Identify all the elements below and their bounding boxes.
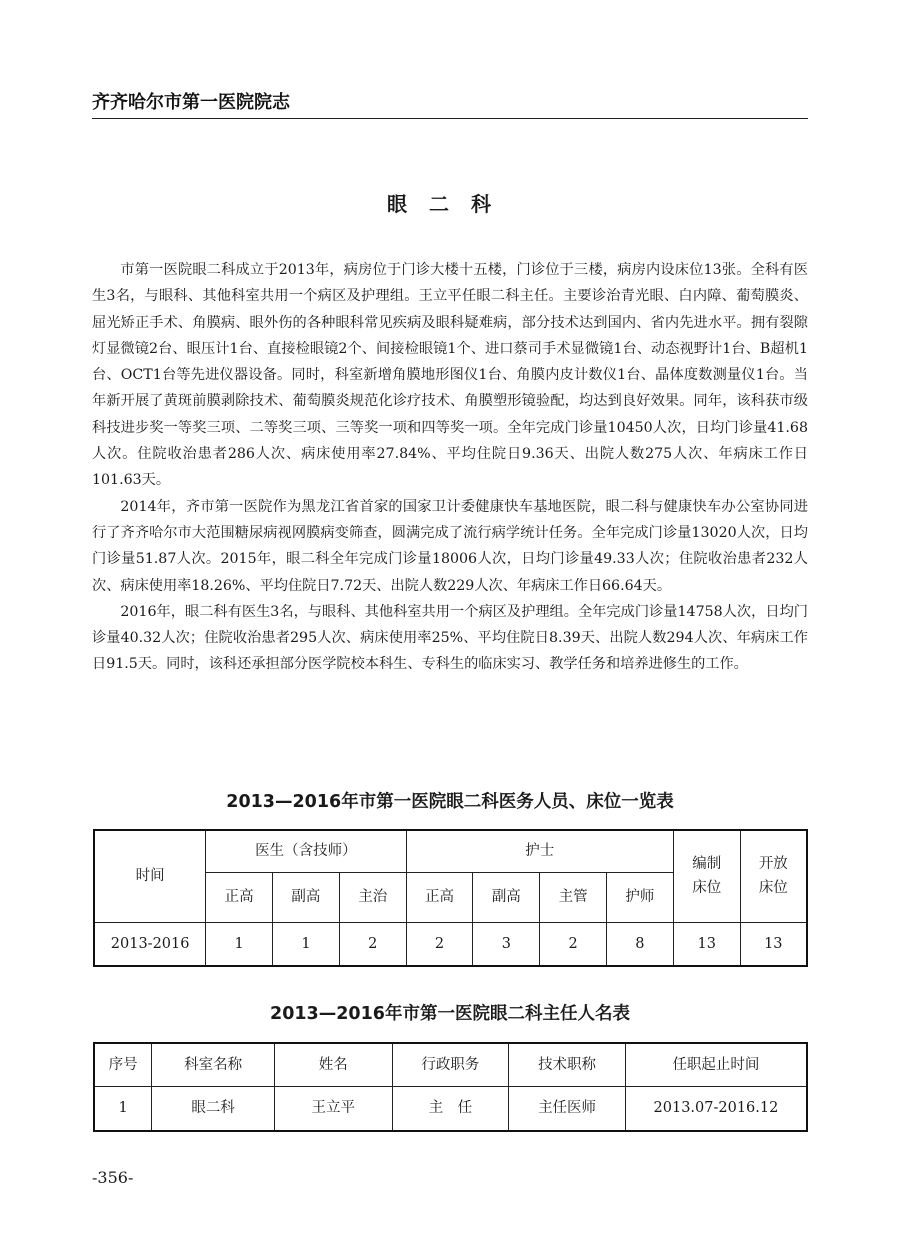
director-table-title: 2013—2016年市第一医院眼二科主任人名表 [270,1004,630,1024]
director-table [93,1042,808,1132]
table-header-row [94,1043,807,1086]
cell-planned-beds: 13 [673,922,740,966]
header-nurse-associate: 副高 [473,872,540,922]
cell-seq: 1 [94,1086,152,1131]
header-rule [92,118,808,119]
header-open-beds: 开放 床位 [740,830,807,922]
header-doctor-associate: 副高 [273,872,340,922]
header-admin-title: 行政职务 [392,1043,509,1086]
staff-table-title: 2013—2016年市第一医院眼二科医务人员、床位一览表 [226,792,674,812]
cell-admin-title: 主 任 [392,1086,509,1131]
table-row [94,1086,807,1131]
header-nurse-supervisor: 主管 [540,872,607,922]
cell-time: 2013-2016 [94,922,206,966]
header-nurse-group: 护士 [406,830,673,872]
header-nurse-practitioner: 护师 [607,872,674,922]
cell-doctor-senior: 1 [206,922,273,966]
cell-term: 2013.07-2016.12 [625,1086,807,1131]
cell-name: 王立平 [274,1086,392,1131]
header-time: 时间 [94,830,206,922]
page-number: -356- [92,1168,134,1187]
header-term: 任职起止时间 [625,1043,807,1086]
paragraph: 市第一医院眼二科成立于2013年，病房位于门诊大楼十五楼，门诊位于三楼，病房内设床位13张。全科有医生3名，与眼科、其他科室共用一个病区及护理组。王立平任眼二科主任。主要诊治青光眼、白内障、葡萄膜炎、屈光矫正手术、角膜病、眼外伤的各种眼科常见疾病及眼科疑难病，部分技术达到国内、省内先进水平。拥有裂隙灯显微镜2台、眼压计1台、直接检眼镜2个、间接检眼镜1个、进口蔡司手术显微镜1台、动态视野计1台、B超机1台、OCT1台等先进仪器设备。同时，科室新增角膜地形图仪1台、角膜内皮计数仪1台、晶体度数测量仪1台。当年新开展了黄斑前膜剥除技术、葡萄膜炎规范化诊疗技术、角膜塑形镜验配，均达到良好效果。同年，该科获市级科技进步奖一等奖三项、二等奖三项、三等奖一项和四等奖一项。全年完成门诊量10450人次，日均门诊量41.68人次。住院收治患者286人次、病床使用率27.84%、平均住院日9.36天、出院人数275人次、年病床工作日101.63天。 [92,262,808,489]
paragraph: 2016年，眼二科有医生3名，与眼科、其他科室共用一个病区及护理组。全年完成门诊量14758人次，日均门诊量40.32人次；住院收治患者295人次、病床使用率25%、平均住院日8.39天、出院人数294人次、年病床工作日91.5天。同时，该科还承担部分医学院校本科生、专科生的临床实习、教学任务和培养进修生的工作。 [92,603,808,673]
section-title: 眼二科 [387,192,513,216]
cell-tech-title: 主任医师 [509,1086,626,1131]
header-seq: 序号 [94,1043,152,1086]
paragraph: 2014年，齐市第一医院作为黑龙江省首家的国家卫计委健康快车基地医院，眼二科与健康快车办公室协同进行了齐齐哈尔市大范围糖尿病视网膜病变筛查，圆满完成了流行病学统计任务。全年完成门诊量13020人次，日均门诊量51.87人次。2015年，眼二科全年完成门诊量18006人次，日均门诊量49.33人次；住院收治患者232人次、病床使用率18.26%、平均住院日7.72天、出院人数229人次、年病床工作日66.64天。 [92,498,808,594]
header-nurse-senior: 正高 [406,872,473,922]
header-tech-title: 技术职称 [509,1043,626,1086]
header-doctor-attending: 主治 [339,872,406,922]
cell-dept: 眼二科 [152,1086,275,1131]
header-dept: 科室名称 [152,1043,275,1086]
staff-beds-table [93,829,808,967]
header-planned-beds: 编制 床位 [673,830,740,922]
body-text [92,257,808,678]
cell-open-beds: 13 [740,922,807,966]
running-header: 齐齐哈尔市第一医院院志 [92,92,290,113]
cell-doctor-attending: 2 [339,922,406,966]
header-name: 姓名 [274,1043,392,1086]
cell-nurse-senior: 2 [406,922,473,966]
header-doctor-senior: 正高 [206,872,273,922]
cell-nurse-associate: 3 [473,922,540,966]
cell-doctor-associate: 1 [273,922,340,966]
header-doctor-group: 医生（含技师） [206,830,406,872]
cell-nurse-practitioner: 8 [607,922,674,966]
cell-nurse-supervisor: 2 [540,922,607,966]
table-row [94,922,807,966]
